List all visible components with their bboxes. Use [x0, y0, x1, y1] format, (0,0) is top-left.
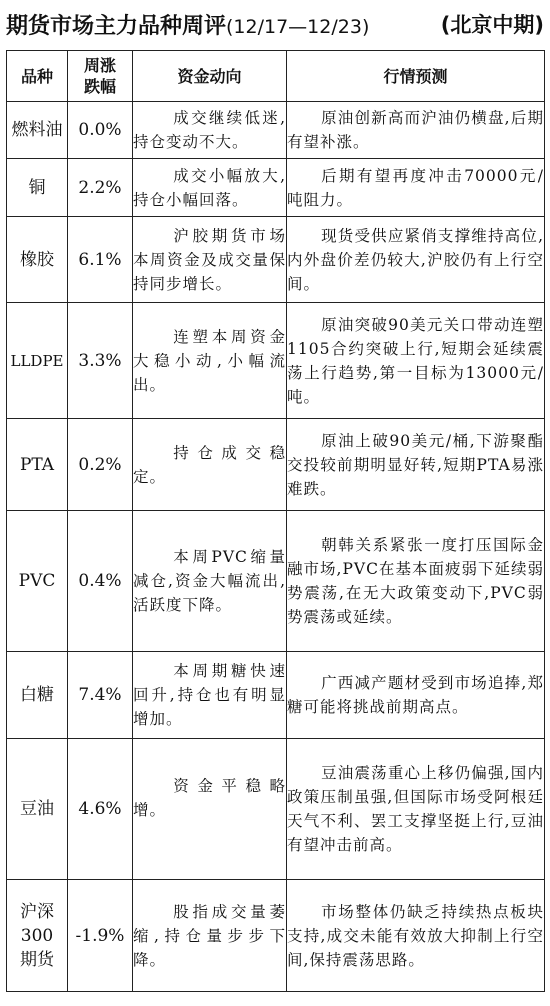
row-forecast: 广西减产题材受到市场追捧,郑糖可能将挑战前期高点。 [287, 652, 545, 739]
row-forecast: 原油上破90美元/桶,下游聚酯交投较前期明显好转,短期PTA易涨难跌。 [287, 419, 545, 511]
row-name: 橡胶 [7, 217, 68, 303]
table-row-soybean-oil [7, 739, 545, 880]
header-forecast: 行情预测 [287, 51, 545, 102]
row-name-line: 期货 [20, 949, 54, 970]
row-fund-flow: 资金平稳略增。 [133, 739, 287, 880]
row-fund-flow: 沪胶期货市场本周资金及成交量保持同步增长。 [133, 217, 287, 303]
date-range: (12/17—12/23) [226, 15, 370, 38]
row-fund-flow: 成交小幅放大,持仓小幅回落。 [133, 159, 287, 217]
table-row-pta [7, 419, 545, 511]
table-row-rubber [7, 217, 545, 303]
futures-table [6, 50, 545, 992]
table-row-copper [7, 159, 545, 217]
row-name: LLDPE [7, 303, 68, 419]
row-name: 燃料油 [7, 102, 68, 159]
row-fund-flow: 成交继续低迷,持仓变动不大。 [133, 102, 287, 159]
header-change [68, 51, 133, 102]
headline-left [6, 9, 369, 40]
row-forecast: 后期有望再度冲击70000元/吨阻力。 [287, 159, 545, 217]
header-change-line1: 周涨 [83, 56, 116, 75]
row-forecast: 原油突破90美元关口带动连塑1105合约突破上行,短期会延续震荡上行趋势,第一目标为13000元/吨。 [287, 303, 545, 419]
row-change: 0.4% [68, 511, 133, 652]
row-change: 6.1% [68, 217, 133, 303]
headline [6, 6, 546, 42]
row-change: 7.4% [68, 652, 133, 739]
row-forecast: 朝韩关系紧张一度打压国际金融市场,PVC在基本面疲弱下延续弱势震荡,在无大政策变动下,PVC弱势震荡或延续。 [287, 511, 545, 652]
row-fund-flow: 持仓成交稳定。 [133, 419, 287, 511]
header-name: 品种 [7, 51, 68, 102]
row-change: -1.9% [68, 880, 133, 992]
row-name: PVC [7, 511, 68, 652]
row-name: 白糖 [7, 652, 68, 739]
row-name: 豆油 [7, 739, 68, 880]
row-fund-flow: 连塑本周资金大稳小动,小幅流出。 [133, 303, 287, 419]
table-header-row [7, 51, 545, 102]
row-name: PTA [7, 419, 68, 511]
row-change: 2.2% [68, 159, 133, 217]
table-row-lldpe [7, 303, 545, 419]
table-row-sugar [7, 652, 545, 739]
row-name-line: 沪深 [20, 901, 54, 922]
row-forecast: 现货受供应紧俏支撑维持高位,内外盘价差仍较大,沪胶仍有上行空间。 [287, 217, 545, 303]
row-change: 0.0% [68, 102, 133, 159]
row-fund-flow: 本周期糖快速回升,持仓也有明显增加。 [133, 652, 287, 739]
row-name-line: 300 [20, 925, 54, 946]
row-change: 3.3% [68, 303, 133, 419]
table-row-pvc [7, 511, 545, 652]
row-fund-flow: 股指成交量萎缩,持仓量步步下降。 [133, 880, 287, 992]
table-row-fuel-oil [7, 102, 545, 159]
row-forecast: 豆油震荡重心上移仍偏强,国内政策压制虽强,但国际市场受阿根廷天气不利、罢工支撑坚挺上行,豆油有望冲击前高。 [287, 739, 545, 880]
row-fund-flow: 本周PVC缩量减仓,资金大幅流出,活跃度下降。 [133, 511, 287, 652]
source-label: (北京中期) [440, 13, 544, 37]
row-name: 铜 [7, 159, 68, 217]
row-change: 4.6% [68, 739, 133, 880]
header-change-line2: 跌幅 [83, 77, 116, 96]
row-name [7, 880, 68, 992]
page-title: 期货市场主力品种周评 [6, 13, 227, 39]
table-row-csi300 [7, 880, 545, 992]
row-forecast: 原油创新高而沪油仍横盘,后期有望补涨。 [287, 102, 545, 159]
row-change: 0.2% [68, 419, 133, 511]
row-forecast: 市场整体仍缺乏持续热点板块支持,成交未能有效放大抑制上行空间,保持震荡思路。 [287, 880, 545, 992]
header-fund-flow: 资金动向 [133, 51, 287, 102]
